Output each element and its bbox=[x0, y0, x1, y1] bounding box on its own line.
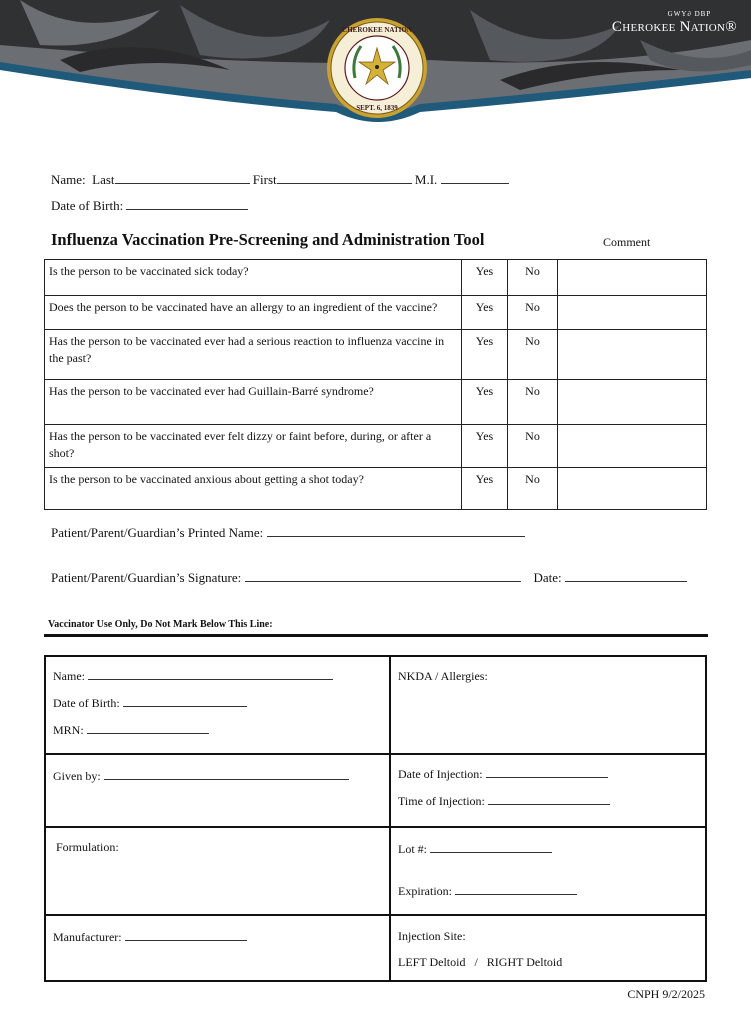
signature-row bbox=[51, 569, 687, 586]
date-injection-label: Date of Injection: bbox=[398, 767, 483, 781]
comment-field[interactable] bbox=[558, 425, 707, 468]
form-title: Influenza Vaccination Pre-Screening and Administration Tool bbox=[51, 230, 485, 249]
vac-name-field[interactable] bbox=[88, 667, 333, 680]
dob-field[interactable] bbox=[126, 197, 248, 210]
table-row bbox=[45, 425, 707, 468]
signature-field[interactable] bbox=[245, 569, 521, 582]
table-row bbox=[45, 330, 707, 380]
expiration-label: Expiration: bbox=[398, 884, 452, 898]
middle-initial-field[interactable] bbox=[441, 171, 509, 184]
left-deltoid-option[interactable]: LEFT Deltoid bbox=[398, 955, 466, 969]
table-row bbox=[45, 296, 707, 330]
dob-label: Date of Birth: bbox=[51, 198, 124, 213]
given-by-cell bbox=[45, 754, 390, 827]
mrn-field[interactable] bbox=[87, 721, 209, 734]
no-option[interactable]: No bbox=[508, 260, 558, 296]
vac-dob-label: Date of Birth: bbox=[53, 696, 120, 710]
comment-field[interactable] bbox=[558, 296, 707, 330]
mrn-label: MRN: bbox=[53, 723, 84, 737]
given-by-label: Given by: bbox=[53, 769, 101, 783]
comment-column-header: Comment bbox=[603, 235, 651, 249]
no-option[interactable]: No bbox=[508, 380, 558, 425]
vac-dob-field[interactable] bbox=[123, 694, 247, 707]
date-injection-field[interactable] bbox=[486, 765, 608, 778]
table-row bbox=[45, 260, 707, 296]
yes-option[interactable]: Yes bbox=[462, 330, 508, 380]
signature-label: Patient/Parent/Guardian’s Signature: bbox=[51, 570, 242, 585]
table-row bbox=[45, 827, 706, 915]
revision-footer: CNPH 9/2/2025 bbox=[627, 987, 705, 1001]
yes-option[interactable]: Yes bbox=[462, 425, 508, 468]
cherokee-nation-logo bbox=[612, 10, 737, 36]
site-separator: / bbox=[474, 955, 478, 969]
no-option[interactable]: No bbox=[508, 468, 558, 510]
time-injection-field[interactable] bbox=[488, 792, 610, 805]
comment-field[interactable] bbox=[558, 260, 707, 296]
divider-rule bbox=[44, 634, 708, 637]
given-by-field[interactable] bbox=[104, 767, 349, 780]
question-text: Is the person to be vaccinated anxious about getting a shot today? bbox=[45, 468, 462, 510]
lot-cell bbox=[390, 827, 706, 915]
name-label: Name: bbox=[51, 172, 86, 187]
brand-syllabary: GWY∂ DBP bbox=[667, 10, 712, 18]
printed-name-label: Patient/Parent/Guardian’s Printed Name: bbox=[51, 525, 264, 540]
printed-name-field[interactable] bbox=[267, 524, 525, 537]
vac-name-label: Name: bbox=[53, 669, 85, 683]
patient-dob-row bbox=[51, 197, 248, 214]
first-name-field[interactable] bbox=[277, 171, 412, 184]
formulation-label: Formulation: bbox=[56, 840, 119, 854]
allergies-label: NKDA / Allergies: bbox=[398, 669, 488, 683]
lot-field[interactable] bbox=[430, 840, 552, 853]
table-row bbox=[45, 468, 707, 510]
patient-name-row bbox=[51, 171, 509, 188]
screening-questions-table bbox=[44, 259, 707, 510]
lot-label: Lot #: bbox=[398, 842, 427, 856]
table-row bbox=[45, 380, 707, 425]
table-row bbox=[45, 915, 706, 981]
injection-site-cell bbox=[390, 915, 706, 981]
question-text: Is the person to be vaccinated sick today? bbox=[45, 260, 462, 296]
right-deltoid-option[interactable]: RIGHT Deltoid bbox=[486, 955, 563, 969]
injection-time-cell bbox=[390, 754, 706, 827]
question-text: Does the person to be vaccinated have an allergy to an ingredient of the vaccine? bbox=[45, 296, 462, 330]
last-name-field[interactable] bbox=[115, 171, 250, 184]
comment-field[interactable] bbox=[558, 380, 707, 425]
yes-option[interactable]: Yes bbox=[462, 260, 508, 296]
brand-name: Cherokee Nation® bbox=[611, 19, 737, 35]
injection-site-label: Injection Site: bbox=[398, 929, 466, 943]
date-label: Date: bbox=[533, 570, 562, 585]
vaccinator-section-header: Vaccinator Use Only, Do Not Mark Below This Line: bbox=[48, 619, 273, 630]
svg-text:SEPT. 6, 1839: SEPT. 6, 1839 bbox=[356, 104, 398, 112]
vaccinator-table bbox=[44, 655, 707, 982]
patient-id-cell bbox=[45, 656, 390, 754]
question-text: Has the person to be vaccinated ever had a serious reaction to influenza vaccine in the past? bbox=[45, 330, 462, 380]
first-label: First bbox=[252, 172, 277, 187]
time-injection-label: Time of Injection: bbox=[398, 794, 485, 808]
last-label: Last bbox=[92, 172, 115, 187]
header-banner bbox=[0, 0, 751, 140]
table-row bbox=[45, 754, 706, 827]
comment-field[interactable] bbox=[558, 468, 707, 510]
no-option[interactable]: No bbox=[508, 296, 558, 330]
expiration-field[interactable] bbox=[455, 882, 577, 895]
yes-option[interactable]: Yes bbox=[462, 468, 508, 510]
printed-name-row bbox=[51, 524, 525, 541]
yes-option[interactable]: Yes bbox=[462, 380, 508, 425]
mi-label: M.I. bbox=[414, 172, 438, 187]
no-option[interactable]: No bbox=[508, 425, 558, 468]
manufacturer-field[interactable] bbox=[125, 928, 247, 941]
consent-date-field[interactable] bbox=[565, 569, 687, 582]
question-text: Has the person to be vaccinated ever felt dizzy or faint before, during, or after a shot? bbox=[45, 425, 462, 468]
cherokee-nation-seal-icon bbox=[325, 16, 429, 120]
manufacturer-label: Manufacturer: bbox=[53, 930, 122, 944]
yes-option[interactable]: Yes bbox=[462, 296, 508, 330]
comment-field[interactable] bbox=[558, 330, 707, 380]
svg-text:CHEROKEE NATION: CHEROKEE NATION bbox=[342, 26, 412, 34]
allergies-cell[interactable] bbox=[390, 656, 706, 754]
manufacturer-cell bbox=[45, 915, 390, 981]
table-row bbox=[45, 656, 706, 754]
no-option[interactable]: No bbox=[508, 330, 558, 380]
formulation-cell[interactable] bbox=[45, 827, 390, 915]
question-text: Has the person to be vaccinated ever had Guillain-Barré syndrome? bbox=[45, 380, 462, 425]
